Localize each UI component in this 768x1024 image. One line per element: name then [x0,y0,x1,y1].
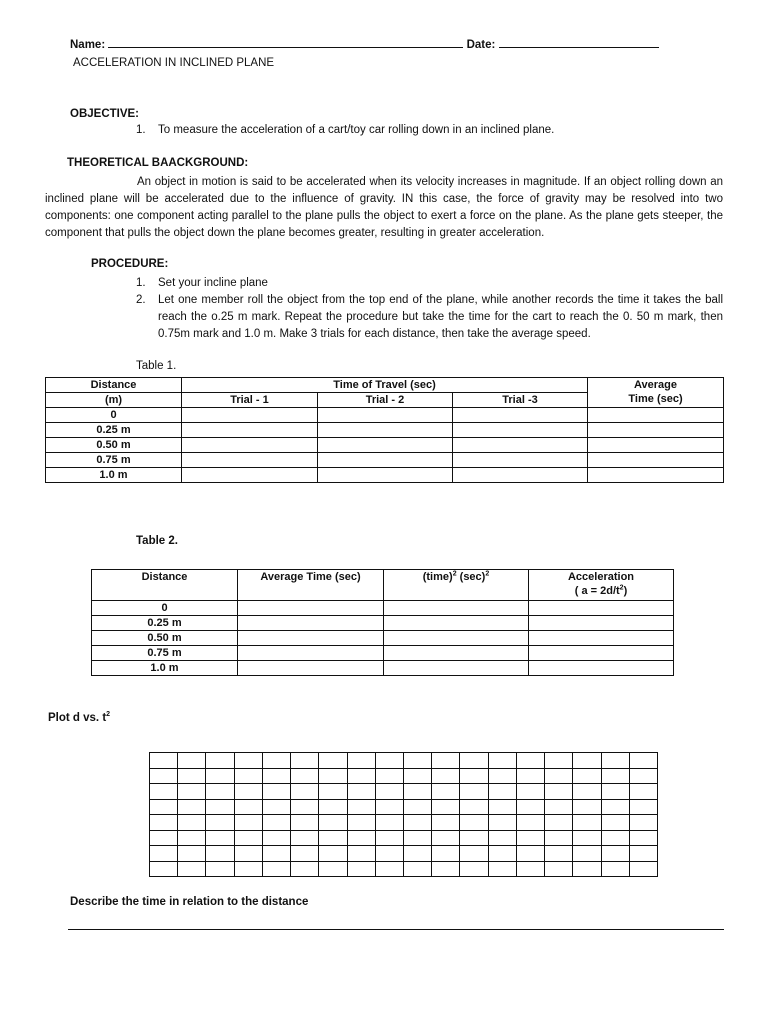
grid-cell [573,784,601,800]
grid-cell [460,799,488,815]
table-row [46,453,724,468]
grid-cell [573,830,601,846]
grid-cell [516,815,544,831]
grid-cell [178,861,206,877]
grid-cell [319,768,347,784]
grid-cell [150,846,178,862]
grid-cell [460,815,488,831]
grid-cell [262,784,290,800]
grid-cell [545,861,573,877]
grid-cell [403,768,431,784]
grid-cell [545,753,573,769]
table-row [46,438,724,453]
grid-cell [319,830,347,846]
grid-cell [206,830,234,846]
table1-distance-cell: 0.50 m [46,438,182,453]
grid-cell [601,753,629,769]
grid-cell [516,846,544,862]
grid-cell [347,768,375,784]
table2-input-cell[interactable] [384,616,529,631]
grid-cell [601,768,629,784]
grid-cell [629,815,657,831]
grid-row [150,815,658,831]
grid-cell [432,784,460,800]
grid-cell [432,830,460,846]
grid-cell [488,830,516,846]
grid-row [150,830,658,846]
grid-cell [347,753,375,769]
table1-input-cell[interactable] [182,468,318,483]
table1-header-trial1: Trial - 1 [182,393,318,408]
grid-cell [347,784,375,800]
grid-cell [347,861,375,877]
grid-cell [234,768,262,784]
name-label: Name: [70,39,106,51]
grid-cell [403,815,431,831]
grid-cell [375,799,403,815]
grid-cell [178,768,206,784]
grid-cell [460,753,488,769]
grid-cell [516,753,544,769]
grid-cell [150,768,178,784]
table2 [91,569,674,676]
grid-cell [545,830,573,846]
table-row [46,468,724,483]
grid-cell [488,768,516,784]
grid-row [150,784,658,800]
grid-row [150,799,658,815]
table-row [92,631,674,646]
table2-distance-cell: 0 [92,601,238,616]
grid-cell [291,799,319,815]
grid-cell [545,815,573,831]
grid-cell [234,815,262,831]
grid-cell [291,784,319,800]
objective-heading: OBJECTIVE: [70,108,140,120]
grid-cell [432,815,460,831]
grid-cell [206,861,234,877]
grid-cell [375,815,403,831]
table1-header-trial2: Trial - 2 [318,393,453,408]
grid-cell [150,815,178,831]
grid-cell [629,830,657,846]
table1-input-cell[interactable] [453,453,588,468]
grid-cell [488,799,516,815]
grid-cell [319,753,347,769]
grid-cell [573,815,601,831]
grid-cell [319,784,347,800]
table1-input-cell[interactable] [182,453,318,468]
table-row [92,616,674,631]
grid-cell [178,830,206,846]
grid-cell [178,815,206,831]
name-date-line [70,39,659,51]
grid-cell [234,846,262,862]
grid-cell [460,768,488,784]
table2-input-cell[interactable] [238,661,384,676]
table1-input-cell[interactable] [588,438,724,453]
grid-cell [262,861,290,877]
grid-cell [432,846,460,862]
grid-cell [150,799,178,815]
grid-cell [403,799,431,815]
table1-input-cell[interactable] [453,438,588,453]
table-row [92,646,674,661]
table2-input-cell[interactable] [529,616,674,631]
grid-cell [291,846,319,862]
table2-input-cell[interactable] [529,646,674,661]
table1-distance-cell: 0 [46,408,182,423]
objective-item-number: 1. [136,124,146,136]
grid-cell [150,784,178,800]
table1-header-distance: Distance [46,378,182,393]
table1-input-cell[interactable] [588,468,724,483]
grid-cell [206,753,234,769]
grid-cell [629,753,657,769]
grid-cell [460,784,488,800]
grid-cell [488,846,516,862]
table2-input-cell[interactable] [238,616,384,631]
table2-input-cell[interactable] [238,601,384,616]
grid-cell [488,815,516,831]
table1-input-cell[interactable] [318,438,453,453]
grid-cell [601,815,629,831]
grid-cell [319,799,347,815]
grid-cell [601,846,629,862]
grid-cell [234,753,262,769]
grid-cell [234,799,262,815]
table1-input-cell[interactable] [588,423,724,438]
grid-cell [573,846,601,862]
grid-cell [375,830,403,846]
table2-input-cell[interactable] [384,646,529,661]
table1-input-cell[interactable] [453,408,588,423]
grid-cell [629,861,657,877]
grid-cell [460,846,488,862]
grid-cell [629,799,657,815]
table2-input-cell[interactable] [529,631,674,646]
grid-cell [206,815,234,831]
table2-distance-cell: 0.75 m [92,646,238,661]
table2-input-cell[interactable] [529,601,674,616]
grid-cell [375,861,403,877]
background-text: An object in motion is said to be accelerated when its velocity increases in magnitude. If an object rolling down an inclined plane will be accelerated due to the influence of gravity. IN this case, the force of gravity may be resolved into two components: one component acting parallel to the plane pulls the object to exert a force on the plane. As the plane gets steeper, the component that pulls the object down the plane becomes greater, resulting in greater acceleration. [45,176,723,239]
grid-cell [262,768,290,784]
grid-cell [573,753,601,769]
table1-distance-cell: 0.25 m [46,423,182,438]
table2-header-average-time: Average Time (sec) [238,570,384,601]
grid-cell [460,830,488,846]
date-label: Date: [466,39,496,51]
grid-cell [291,861,319,877]
grid-cell [601,784,629,800]
grid-cell [262,830,290,846]
grid-cell [545,768,573,784]
grid-cell [432,753,460,769]
table1-input-cell[interactable] [318,468,453,483]
grid-cell [403,784,431,800]
grid-cell [516,799,544,815]
table2-header-acceleration: Acceleration ( $a = 2d/t^2$) [529,570,674,601]
grid-cell [629,768,657,784]
grid-cell [319,815,347,831]
grid-cell [234,861,262,877]
table2-input-cell[interactable] [238,631,384,646]
grid-cell [291,815,319,831]
grid-cell [488,861,516,877]
grid-cell [403,830,431,846]
grid-cell [601,861,629,877]
grid-row [150,861,658,877]
grid-cell [403,861,431,877]
grid-cell [178,753,206,769]
table2-input-cell[interactable] [384,601,529,616]
table1-input-cell[interactable] [182,408,318,423]
grid-cell [206,768,234,784]
table1-input-cell[interactable] [588,408,724,423]
grid-cell [150,861,178,877]
grid-cell [545,846,573,862]
table2-header-time-squared: (time)$^2$ $(\sec)^2$ [384,570,529,601]
grid-cell [573,768,601,784]
grid-row [150,846,658,862]
procedure-heading: PROCEDURE: [91,258,169,270]
grid-cell [206,846,234,862]
procedure-item-number: 1. [136,277,146,289]
table1-distance-cell: 1.0 m [46,468,182,483]
table1 [45,377,724,483]
table1-header-time: Time of Travel (sec) [182,378,588,393]
grid-cell [150,753,178,769]
grid-cell [206,784,234,800]
table-row [46,408,724,423]
grid-cell [262,846,290,862]
grid-cell [347,830,375,846]
describe-prompt: Describe the time in relation to the distance [70,896,309,908]
grid-cell [206,799,234,815]
grid-cell [432,768,460,784]
table1-input-cell[interactable] [318,408,453,423]
grid-cell [291,768,319,784]
grid-cell [291,830,319,846]
grid-cell [432,799,460,815]
grid-cell [375,846,403,862]
objective-item-text: To measure the acceleration of a cart/toy car rolling down in an inclined plane. [158,124,555,136]
grid-cell [403,846,431,862]
background-paragraph [45,174,723,242]
table1-input-cell[interactable] [588,453,724,468]
grid-cell [178,799,206,815]
table1-input-cell[interactable] [453,423,588,438]
table1-input-cell[interactable] [453,468,588,483]
table2-input-cell[interactable] [384,631,529,646]
table-row [92,601,674,616]
table1-input-cell[interactable] [182,423,318,438]
grid-cell [629,846,657,862]
grid-cell [516,784,544,800]
table1-header-distance-unit: (m) [46,393,182,408]
table-row [92,661,674,676]
grid-cell [262,815,290,831]
grid-cell [460,861,488,877]
grid-cell [601,830,629,846]
table1-input-cell[interactable] [318,453,453,468]
table1-distance-cell: 0.75 m [46,453,182,468]
grid-cell [178,846,206,862]
grid-cell [516,768,544,784]
grid-cell [347,799,375,815]
grid-row [150,753,658,769]
grid-cell [347,815,375,831]
grid-cell [262,753,290,769]
procedure-item-number: 2. [136,294,146,306]
table1-caption: Table 1. [136,360,177,372]
table2-distance-cell: 0.25 m [92,616,238,631]
grid-cell [488,753,516,769]
worksheet-title: ACCELERATION IN INCLINED PLANE [73,57,275,69]
grid-cell [234,830,262,846]
grid-cell [262,799,290,815]
table2-distance-cell: 0.50 m [92,631,238,646]
grid-cell [573,799,601,815]
grid-cell [291,753,319,769]
grid-cell [347,846,375,862]
table2-caption: Table 2. [136,535,178,547]
table2-distance-cell: 1.0 m [92,661,238,676]
date-field[interactable] [499,46,659,48]
grid-cell [319,846,347,862]
grid-cell [150,830,178,846]
grid-cell [178,784,206,800]
table1-input-cell[interactable] [318,423,453,438]
grid-cell [601,799,629,815]
table-row [46,423,724,438]
grid-cell [488,784,516,800]
procedure-item-text: Let one member roll the object from the top end of the plane, while another records the time it takes the ball reach the o.25 m mark. Repeat the procedure but take the time for the cart to reach the 0. 50 m mark, then 0.75m mark and 1.0 m. Make 3 trials for each distance, then take the average speed. [158,294,723,340]
background-heading: THEORETICAL BAACKGROUND: [67,157,249,169]
plot-label: Plot d vs. $t^2$ [48,711,111,724]
grid-cell [516,861,544,877]
grid-cell [375,784,403,800]
grid-cell [545,784,573,800]
grid-cell [545,799,573,815]
table1-input-cell[interactable] [182,438,318,453]
grid-cell [319,861,347,877]
grid-cell [573,861,601,877]
grid-cell [516,830,544,846]
table2-input-cell[interactable] [238,646,384,661]
grid-cell [375,753,403,769]
grid-row [150,768,658,784]
table1-header-average: Average Time (sec) [588,378,724,408]
table2-header-distance: Distance [92,570,238,601]
grid-cell [629,784,657,800]
grid-cell [432,861,460,877]
name-field[interactable] [108,46,463,48]
answer-line[interactable] [68,929,724,930]
table2-input-cell[interactable] [529,661,674,676]
procedure-item-text: Set your incline plane [158,277,268,289]
table2-input-cell[interactable] [384,661,529,676]
plot-grid[interactable] [149,752,658,877]
grid-cell [375,768,403,784]
table1-header-trial3: Trial -3 [453,393,588,408]
grid-cell [234,784,262,800]
grid-cell [403,753,431,769]
